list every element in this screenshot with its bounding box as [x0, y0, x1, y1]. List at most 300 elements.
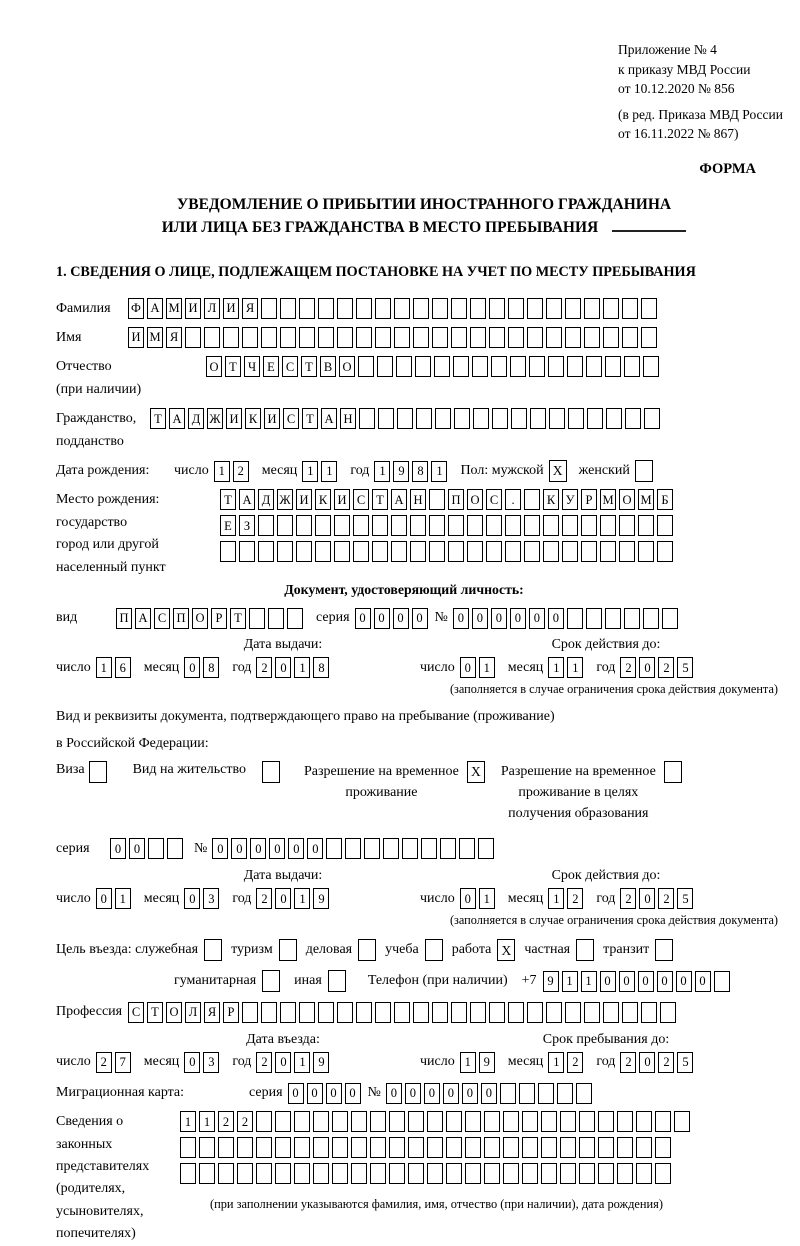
purpose-study-checkbox[interactable] — [425, 939, 443, 961]
char-cell[interactable] — [220, 541, 236, 562]
char-cell[interactable] — [410, 541, 426, 562]
char-cell[interactable] — [584, 1002, 600, 1023]
char-cell[interactable] — [249, 608, 265, 629]
purpose-humanitarian-checkbox[interactable] — [262, 970, 280, 992]
char-cell[interactable] — [581, 515, 597, 536]
char-cell[interactable]: 3 — [203, 1052, 219, 1073]
char-cell[interactable] — [148, 838, 164, 859]
char-cell[interactable]: 0 — [472, 608, 488, 629]
char-cell[interactable]: 2 — [237, 1111, 253, 1132]
char-cell[interactable] — [261, 327, 277, 348]
char-cell[interactable] — [619, 541, 635, 562]
char-cell[interactable] — [180, 1137, 196, 1158]
char-cell[interactable] — [275, 1111, 291, 1132]
char-cell[interactable]: 0 — [184, 657, 200, 678]
char-cell[interactable] — [315, 541, 331, 562]
purpose-business-checkbox[interactable] — [204, 939, 222, 961]
visa-checkbox[interactable] — [89, 761, 107, 783]
char-cell[interactable] — [313, 1163, 329, 1184]
char-cell[interactable]: Т — [220, 489, 236, 510]
char-cell[interactable] — [600, 541, 616, 562]
char-cell[interactable]: 0 — [657, 971, 673, 992]
purpose-other-checkbox[interactable] — [328, 970, 346, 992]
char-cell[interactable] — [541, 1111, 557, 1132]
char-cell[interactable]: И — [334, 489, 350, 510]
char-cell[interactable] — [402, 838, 418, 859]
char-cell[interactable] — [256, 1137, 272, 1158]
char-cell[interactable] — [372, 515, 388, 536]
char-cell[interactable]: 0 — [96, 888, 112, 909]
temporary-residence-education-checkbox[interactable] — [664, 761, 682, 783]
char-cell[interactable]: Ф — [128, 298, 144, 319]
char-cell[interactable]: 0 — [129, 838, 145, 859]
char-cell[interactable] — [351, 1163, 367, 1184]
char-cell[interactable]: 0 — [307, 1083, 323, 1104]
char-cell[interactable] — [394, 1002, 410, 1023]
char-cell[interactable] — [568, 408, 584, 429]
char-cell[interactable] — [353, 541, 369, 562]
char-cell[interactable] — [529, 356, 545, 377]
char-cell[interactable] — [356, 298, 372, 319]
char-cell[interactable] — [491, 356, 507, 377]
char-cell[interactable] — [484, 1163, 500, 1184]
char-cell[interactable] — [413, 1002, 429, 1023]
char-cell[interactable] — [294, 1111, 310, 1132]
sex-male-checkbox[interactable]: X — [549, 460, 567, 482]
char-cell[interactable]: 5 — [677, 888, 693, 909]
char-cell[interactable]: А — [135, 608, 151, 629]
char-cell[interactable] — [641, 1002, 657, 1023]
char-cell[interactable] — [435, 408, 451, 429]
char-cell[interactable] — [427, 1137, 443, 1158]
char-cell[interactable] — [223, 327, 239, 348]
char-cell[interactable] — [484, 1111, 500, 1132]
char-cell[interactable] — [527, 327, 543, 348]
char-cell[interactable]: 1 — [294, 888, 310, 909]
char-cell[interactable] — [277, 515, 293, 536]
char-cell[interactable] — [370, 1137, 386, 1158]
char-cell[interactable]: 2 — [218, 1111, 234, 1132]
char-cell[interactable]: 6 — [115, 657, 131, 678]
char-cell[interactable] — [503, 1137, 519, 1158]
char-cell[interactable]: 0 — [250, 838, 266, 859]
char-cell[interactable] — [242, 327, 258, 348]
char-cell[interactable] — [318, 1002, 334, 1023]
char-cell[interactable]: 0 — [355, 608, 371, 629]
char-cell[interactable]: 1 — [548, 1052, 564, 1073]
char-cell[interactable]: 0 — [676, 971, 692, 992]
char-cell[interactable]: У — [562, 489, 578, 510]
char-cell[interactable]: 2 — [567, 888, 583, 909]
char-cell[interactable]: К — [315, 489, 331, 510]
char-cell[interactable]: Л — [185, 1002, 201, 1023]
char-cell[interactable] — [434, 356, 450, 377]
char-cell[interactable]: П — [448, 489, 464, 510]
char-cell[interactable]: Д — [258, 489, 274, 510]
char-cell[interactable]: 0 — [275, 1052, 291, 1073]
char-cell[interactable]: 2 — [567, 1052, 583, 1073]
char-cell[interactable]: Р — [211, 608, 227, 629]
char-cell[interactable] — [467, 515, 483, 536]
char-cell[interactable] — [619, 515, 635, 536]
char-cell[interactable] — [375, 1002, 391, 1023]
char-cell[interactable]: 0 — [460, 657, 476, 678]
char-cell[interactable]: С — [128, 1002, 144, 1023]
char-cell[interactable] — [258, 515, 274, 536]
char-cell[interactable]: 0 — [288, 1083, 304, 1104]
char-cell[interactable] — [579, 1137, 595, 1158]
char-cell[interactable]: 1 — [567, 657, 583, 678]
char-cell[interactable]: Т — [302, 408, 318, 429]
char-cell[interactable] — [638, 541, 654, 562]
char-cell[interactable] — [359, 408, 375, 429]
char-cell[interactable] — [598, 1163, 614, 1184]
char-cell[interactable] — [383, 838, 399, 859]
char-cell[interactable] — [451, 327, 467, 348]
char-cell[interactable]: Ч — [244, 356, 260, 377]
char-cell[interactable] — [337, 327, 353, 348]
char-cell[interactable]: О — [339, 356, 355, 377]
char-cell[interactable] — [408, 1111, 424, 1132]
char-cell[interactable]: О — [192, 608, 208, 629]
char-cell[interactable]: 0 — [386, 1083, 402, 1104]
char-cell[interactable] — [448, 541, 464, 562]
char-cell[interactable] — [565, 1002, 581, 1023]
char-cell[interactable] — [332, 1111, 348, 1132]
char-cell[interactable] — [287, 608, 303, 629]
char-cell[interactable]: 1 — [294, 1052, 310, 1073]
char-cell[interactable] — [375, 327, 391, 348]
char-cell[interactable]: О — [619, 489, 635, 510]
char-cell[interactable] — [586, 356, 602, 377]
char-cell[interactable] — [429, 541, 445, 562]
char-cell[interactable] — [655, 1137, 671, 1158]
char-cell[interactable] — [370, 1163, 386, 1184]
char-cell[interactable] — [546, 1002, 562, 1023]
char-cell[interactable] — [389, 1111, 405, 1132]
char-cell[interactable] — [280, 327, 296, 348]
char-cell[interactable] — [280, 298, 296, 319]
char-cell[interactable] — [538, 1083, 554, 1104]
char-cell[interactable]: П — [116, 608, 132, 629]
char-cell[interactable]: Я — [166, 327, 182, 348]
char-cell[interactable]: 2 — [96, 1052, 112, 1073]
char-cell[interactable] — [657, 541, 673, 562]
char-cell[interactable]: И — [296, 489, 312, 510]
char-cell[interactable]: З — [239, 515, 255, 536]
char-cell[interactable] — [472, 356, 488, 377]
char-cell[interactable] — [396, 356, 412, 377]
char-cell[interactable] — [432, 298, 448, 319]
char-cell[interactable] — [606, 408, 622, 429]
char-cell[interactable] — [527, 298, 543, 319]
char-cell[interactable]: 1 — [548, 657, 564, 678]
char-cell[interactable]: 2 — [620, 888, 636, 909]
char-cell[interactable]: 0 — [269, 838, 285, 859]
char-cell[interactable]: 0 — [184, 1052, 200, 1073]
char-cell[interactable] — [199, 1137, 215, 1158]
char-cell[interactable] — [427, 1163, 443, 1184]
char-cell[interactable] — [519, 1083, 535, 1104]
char-cell[interactable]: 0 — [619, 971, 635, 992]
char-cell[interactable] — [427, 1111, 443, 1132]
char-cell[interactable]: И — [264, 408, 280, 429]
char-cell[interactable] — [641, 298, 657, 319]
char-cell[interactable]: 1 — [562, 971, 578, 992]
char-cell[interactable] — [332, 1137, 348, 1158]
char-cell[interactable] — [358, 356, 374, 377]
char-cell[interactable] — [313, 1137, 329, 1158]
char-cell[interactable] — [351, 1137, 367, 1158]
char-cell[interactable]: 9 — [393, 461, 409, 482]
char-cell[interactable] — [416, 408, 432, 429]
char-cell[interactable]: А — [239, 489, 255, 510]
char-cell[interactable] — [218, 1137, 234, 1158]
char-cell[interactable] — [638, 515, 654, 536]
char-cell[interactable] — [237, 1137, 253, 1158]
char-cell[interactable] — [508, 327, 524, 348]
char-cell[interactable]: . — [505, 489, 521, 510]
char-cell[interactable]: 1 — [581, 971, 597, 992]
char-cell[interactable] — [275, 1163, 291, 1184]
char-cell[interactable] — [549, 408, 565, 429]
char-cell[interactable]: 0 — [345, 1083, 361, 1104]
char-cell[interactable]: 2 — [620, 1052, 636, 1073]
char-cell[interactable]: 0 — [695, 971, 711, 992]
char-cell[interactable]: 0 — [460, 888, 476, 909]
char-cell[interactable] — [421, 838, 437, 859]
char-cell[interactable] — [237, 1163, 253, 1184]
char-cell[interactable] — [565, 327, 581, 348]
char-cell[interactable]: Н — [340, 408, 356, 429]
char-cell[interactable] — [643, 356, 659, 377]
char-cell[interactable] — [624, 356, 640, 377]
char-cell[interactable] — [408, 1163, 424, 1184]
char-cell[interactable] — [261, 1002, 277, 1023]
char-cell[interactable] — [660, 1002, 676, 1023]
char-cell[interactable]: М — [600, 489, 616, 510]
temporary-residence-checkbox[interactable]: X — [467, 761, 485, 783]
char-cell[interactable] — [391, 541, 407, 562]
char-cell[interactable]: Т — [150, 408, 166, 429]
char-cell[interactable] — [617, 1111, 633, 1132]
char-cell[interactable] — [337, 1002, 353, 1023]
char-cell[interactable]: 0 — [548, 608, 564, 629]
purpose-transit-checkbox[interactable] — [655, 939, 673, 961]
char-cell[interactable] — [451, 298, 467, 319]
char-cell[interactable] — [489, 298, 505, 319]
char-cell[interactable] — [600, 515, 616, 536]
purpose-private-checkbox[interactable] — [576, 939, 594, 961]
char-cell[interactable]: Н — [410, 489, 426, 510]
char-cell[interactable] — [643, 608, 659, 629]
char-cell[interactable] — [356, 327, 372, 348]
char-cell[interactable]: 1 — [214, 461, 230, 482]
char-cell[interactable] — [543, 541, 559, 562]
char-cell[interactable] — [622, 1002, 638, 1023]
char-cell[interactable]: 3 — [203, 888, 219, 909]
char-cell[interactable] — [587, 408, 603, 429]
char-cell[interactable] — [432, 327, 448, 348]
char-cell[interactable]: С — [353, 489, 369, 510]
char-cell[interactable] — [584, 298, 600, 319]
char-cell[interactable]: 1 — [199, 1111, 215, 1132]
char-cell[interactable]: Б — [657, 489, 673, 510]
char-cell[interactable] — [296, 541, 312, 562]
char-cell[interactable]: 0 — [481, 1083, 497, 1104]
char-cell[interactable] — [579, 1111, 595, 1132]
char-cell[interactable] — [413, 327, 429, 348]
char-cell[interactable] — [454, 408, 470, 429]
char-cell[interactable] — [530, 408, 546, 429]
char-cell[interactable] — [562, 515, 578, 536]
char-cell[interactable]: 0 — [510, 608, 526, 629]
char-cell[interactable] — [636, 1111, 652, 1132]
char-cell[interactable]: 0 — [639, 1052, 655, 1073]
char-cell[interactable] — [508, 1002, 524, 1023]
char-cell[interactable] — [576, 1083, 592, 1104]
char-cell[interactable] — [204, 327, 220, 348]
char-cell[interactable] — [413, 298, 429, 319]
char-cell[interactable]: К — [245, 408, 261, 429]
char-cell[interactable] — [603, 298, 619, 319]
char-cell[interactable] — [598, 1111, 614, 1132]
char-cell[interactable]: 0 — [326, 1083, 342, 1104]
sex-female-checkbox[interactable] — [635, 460, 653, 482]
char-cell[interactable] — [581, 541, 597, 562]
char-cell[interactable]: 0 — [374, 608, 390, 629]
char-cell[interactable] — [560, 1137, 576, 1158]
char-cell[interactable] — [625, 408, 641, 429]
char-cell[interactable] — [617, 1163, 633, 1184]
char-cell[interactable] — [486, 541, 502, 562]
char-cell[interactable]: 8 — [313, 657, 329, 678]
char-cell[interactable]: С — [486, 489, 502, 510]
char-cell[interactable] — [674, 1111, 690, 1132]
char-cell[interactable] — [326, 838, 342, 859]
char-cell[interactable]: 0 — [212, 838, 228, 859]
char-cell[interactable] — [567, 356, 583, 377]
char-cell[interactable] — [299, 327, 315, 348]
char-cell[interactable] — [605, 356, 621, 377]
char-cell[interactable] — [567, 608, 583, 629]
char-cell[interactable]: 1 — [96, 657, 112, 678]
purpose-work-checkbox[interactable]: X — [497, 939, 515, 961]
char-cell[interactable] — [334, 515, 350, 536]
char-cell[interactable]: 1 — [479, 657, 495, 678]
char-cell[interactable]: И — [185, 298, 201, 319]
char-cell[interactable]: Ж — [277, 489, 293, 510]
char-cell[interactable]: Т — [301, 356, 317, 377]
char-cell[interactable] — [465, 1163, 481, 1184]
char-cell[interactable]: А — [147, 298, 163, 319]
char-cell[interactable] — [351, 1111, 367, 1132]
char-cell[interactable]: 0 — [405, 1083, 421, 1104]
char-cell[interactable] — [218, 1163, 234, 1184]
char-cell[interactable]: 2 — [256, 657, 272, 678]
char-cell[interactable] — [560, 1163, 576, 1184]
char-cell[interactable] — [605, 608, 621, 629]
char-cell[interactable] — [299, 1002, 315, 1023]
char-cell[interactable] — [429, 515, 445, 536]
char-cell[interactable] — [492, 408, 508, 429]
char-cell[interactable]: 0 — [231, 838, 247, 859]
char-cell[interactable] — [315, 515, 331, 536]
char-cell[interactable]: 1 — [180, 1111, 196, 1132]
char-cell[interactable] — [465, 1111, 481, 1132]
char-cell[interactable] — [332, 1163, 348, 1184]
char-cell[interactable] — [548, 356, 564, 377]
char-cell[interactable] — [657, 515, 673, 536]
char-cell[interactable] — [522, 1111, 538, 1132]
char-cell[interactable] — [446, 1137, 462, 1158]
char-cell[interactable]: 2 — [658, 1052, 674, 1073]
char-cell[interactable] — [598, 1137, 614, 1158]
char-cell[interactable] — [256, 1111, 272, 1132]
char-cell[interactable]: И — [223, 298, 239, 319]
char-cell[interactable]: Л — [204, 298, 220, 319]
char-cell[interactable] — [337, 298, 353, 319]
char-cell[interactable] — [524, 541, 540, 562]
char-cell[interactable] — [522, 1163, 538, 1184]
char-cell[interactable] — [543, 515, 559, 536]
char-cell[interactable]: А — [391, 489, 407, 510]
char-cell[interactable]: 2 — [233, 461, 249, 482]
char-cell[interactable] — [180, 1163, 196, 1184]
char-cell[interactable] — [565, 298, 581, 319]
char-cell[interactable] — [394, 327, 410, 348]
char-cell[interactable]: 0 — [443, 1083, 459, 1104]
char-cell[interactable] — [294, 1137, 310, 1158]
char-cell[interactable] — [256, 1163, 272, 1184]
char-cell[interactable]: 1 — [294, 657, 310, 678]
char-cell[interactable]: 2 — [658, 657, 674, 678]
char-cell[interactable] — [440, 838, 456, 859]
char-cell[interactable] — [546, 327, 562, 348]
char-cell[interactable] — [364, 838, 380, 859]
char-cell[interactable] — [318, 327, 334, 348]
char-cell[interactable] — [318, 298, 334, 319]
char-cell[interactable] — [560, 1111, 576, 1132]
char-cell[interactable]: 2 — [620, 657, 636, 678]
char-cell[interactable]: 9 — [479, 1052, 495, 1073]
char-cell[interactable] — [489, 327, 505, 348]
char-cell[interactable] — [510, 356, 526, 377]
char-cell[interactable] — [478, 838, 494, 859]
char-cell[interactable]: 0 — [639, 657, 655, 678]
char-cell[interactable]: 0 — [307, 838, 323, 859]
char-cell[interactable] — [370, 1111, 386, 1132]
char-cell[interactable] — [527, 1002, 543, 1023]
char-cell[interactable]: О — [206, 356, 222, 377]
char-cell[interactable] — [410, 515, 426, 536]
char-cell[interactable] — [334, 541, 350, 562]
char-cell[interactable]: С — [283, 408, 299, 429]
char-cell[interactable] — [636, 1137, 652, 1158]
char-cell[interactable] — [268, 608, 284, 629]
char-cell[interactable] — [391, 515, 407, 536]
char-cell[interactable] — [167, 838, 183, 859]
char-cell[interactable] — [429, 489, 445, 510]
char-cell[interactable] — [505, 515, 521, 536]
char-cell[interactable] — [389, 1163, 405, 1184]
char-cell[interactable]: О — [467, 489, 483, 510]
char-cell[interactable]: Р — [223, 1002, 239, 1023]
char-cell[interactable] — [408, 1137, 424, 1158]
char-cell[interactable]: Я — [204, 1002, 220, 1023]
char-cell[interactable]: Е — [220, 515, 236, 536]
char-cell[interactable] — [617, 1137, 633, 1158]
